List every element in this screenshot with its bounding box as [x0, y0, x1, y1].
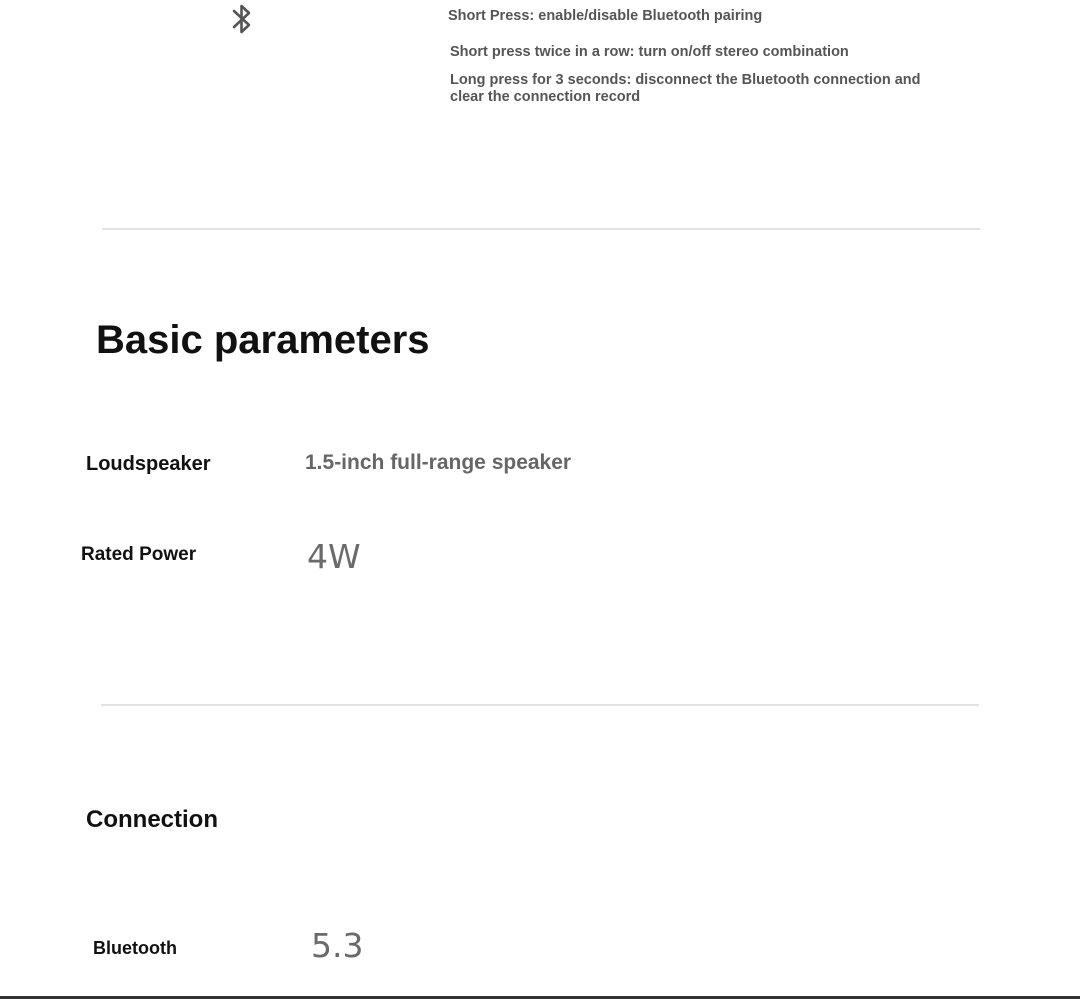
section-divider — [102, 228, 980, 230]
param-value-bluetooth: 5.3 — [311, 926, 364, 965]
param-label-rated-power: Rated Power — [81, 544, 197, 565]
section-title-basic-parameters: Basic parameters — [96, 318, 430, 362]
instruction-short-press-twice: Short press twice in a row: turn on/off stereo combination — [450, 44, 849, 60]
instruction-short-press: Short Press: enable/disable Bluetooth pairing — [448, 8, 763, 24]
bluetooth-icon — [228, 2, 256, 36]
instruction-long-press: Long press for 3 seconds: disconnect the Bluetooth connection and clear the connection record — [450, 72, 921, 105]
param-value-rated-power: 4W — [307, 537, 361, 576]
param-label-bluetooth: Bluetooth — [93, 938, 177, 958]
section-title-connection: Connection — [86, 806, 218, 833]
param-value-loudspeaker: 1.5-inch full-range speaker — [305, 451, 572, 474]
param-label-loudspeaker: Loudspeaker — [86, 453, 211, 475]
section-divider — [101, 704, 979, 706]
bottom-border — [0, 996, 1080, 999]
